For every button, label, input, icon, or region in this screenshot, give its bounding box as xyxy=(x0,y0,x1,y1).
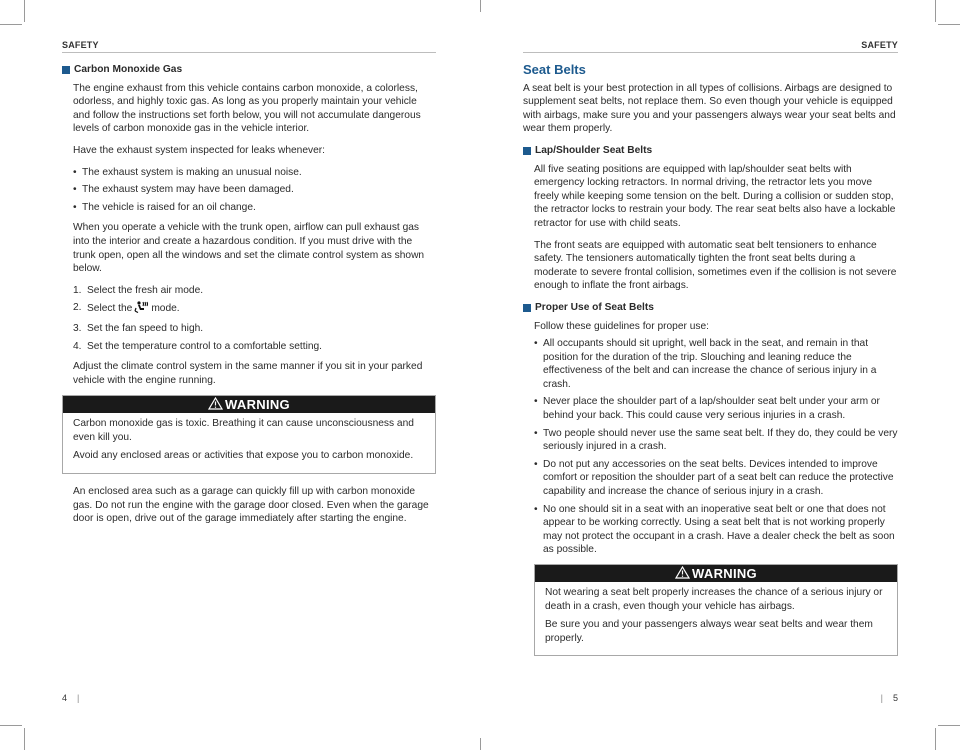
warning-label: WARNING xyxy=(692,566,757,581)
right-page xyxy=(480,0,960,750)
page-header: SAFETY xyxy=(62,40,99,50)
floor-defrost-mode-icon xyxy=(134,301,149,318)
page-number: 4 | xyxy=(62,693,80,703)
adjust-paragraph: Adjust the climate control system in the same manner if you sit in your parked vehicle with the engine running. xyxy=(73,361,423,386)
blue-square-icon xyxy=(62,66,70,74)
lap-paragraph: All five seating positions are equipped with lap/shoulder seat belts with emergency locking retractors. In normal driving, the retractor lets you move freely while keeping some tension on the belt. During a collision or sudden stop, the retractor locks to restrain your body. The rear seat belts also have a lockable retractor for use with child seats. xyxy=(534,163,896,229)
page-number: | 5 xyxy=(880,693,898,703)
proper-lead: Follow these guidelines for proper use: xyxy=(534,320,709,332)
step-text xyxy=(87,301,180,318)
list-item: • The vehicle is raised for an oil change. xyxy=(73,201,436,215)
list-item: • No one should sit in a seat with an inoperative seat belt or one that does not appear to be working correctly. Using a seat belt that is not working properly may not protect the occupant in a crash. Have a dealer check the belt as soon as possible. xyxy=(534,503,898,557)
trunk-paragraph: When you operate a vehicle with the trunk open, airflow can pull exhaust gas into the interior and create a hazardous condition. If you must drive with the trunk open, open all the windows and set the climate control system as shown below. xyxy=(73,222,425,275)
page-number-value: 5 xyxy=(892,693,898,703)
step-text: Set the temperature control to a comfortable setting. xyxy=(87,340,323,352)
right-content xyxy=(523,63,898,667)
list-item: • Never place the shoulder part of a lap/shoulder seat belt under your arm or behind your back. This could cause very serious injuries in a crash. xyxy=(534,395,898,422)
list-item xyxy=(73,322,436,336)
steps-list xyxy=(73,284,436,353)
section-heading xyxy=(523,301,898,315)
step-text: Set the fan speed to high. xyxy=(87,322,204,334)
page-header: SAFETY xyxy=(861,40,898,50)
warning-triangle-icon xyxy=(208,397,223,414)
warning-box xyxy=(534,564,898,656)
warning-label: WARNING xyxy=(225,397,290,413)
garage-paragraph: An enclosed area such as a garage can quickly fill up with carbon monoxide gas. Do not run the engine with the garage door closed. Even when the garage door is open, drive out of the garage immediately after starting the engine. xyxy=(73,486,429,525)
step-number: 2. xyxy=(73,302,82,314)
page-number-value: 4 xyxy=(62,693,68,703)
list-item: • Do not put any accessories on the seat belts. Devices intended to improve comfort or reposition the shoulder part of a seat belt can reduce the protective capability and increase the chance of serious injury in a crash. xyxy=(534,458,898,499)
blue-square-icon xyxy=(523,304,531,312)
warning-text: Be sure you and your passengers always wear seat belts and wear them properly. xyxy=(545,619,873,644)
section-heading xyxy=(62,63,436,77)
header-rule xyxy=(62,52,436,53)
list-item xyxy=(73,301,436,318)
list-item: • The exhaust system is making an unusual noise. xyxy=(73,166,436,180)
blue-square-icon xyxy=(523,147,531,155)
step-number: 1. xyxy=(73,284,82,296)
warning-text: Carbon monoxide gas is toxic. Breathing it can cause unconsciousness and even kill you. xyxy=(73,418,414,443)
list-item xyxy=(73,284,436,298)
warning-header xyxy=(63,396,435,413)
warning-triangle-icon xyxy=(675,566,690,583)
step-text-post: mode. xyxy=(151,303,180,315)
step-text: Select the fresh air mode. xyxy=(87,284,204,296)
warning-box xyxy=(62,395,436,474)
warning-header xyxy=(535,565,897,582)
warning-body xyxy=(535,582,897,655)
warning-text: Avoid any enclosed areas or activities that expose you to carbon monoxide. xyxy=(73,450,414,462)
inspect-list xyxy=(73,166,436,215)
intro-paragraph: A seat belt is your best protection in all types of collisions. Airbags are designed to supplement seat belts, not replace them. So even though your vehicle is equipped with airbags, make sure you and your passengers always wear your seat belts and wear them properly. xyxy=(523,82,896,135)
section-title: Carbon Monoxide Gas xyxy=(74,64,183,75)
step-number: 3. xyxy=(73,322,82,334)
list-item xyxy=(73,340,436,354)
list-item: • All occupants should sit upright, well back in the seat, and remain in that position for the duration of the trip. Slouching and leaning reduce the effectiveness of the belt and can increase the chance of serious injury in a crash. xyxy=(534,337,898,391)
inspect-lead: Have the exhaust system inspected for leaks whenever: xyxy=(73,144,325,156)
tensioner-paragraph: The front seats are equipped with automatic seat belt tensioners to enhance safety. The tensioners automatically tighten the front seat belts during a moderate to severe frontal collision, sometimes even if the collision is not severe enough to inflate the front airbags. xyxy=(534,239,897,292)
left-content xyxy=(62,63,436,534)
step-number: 4. xyxy=(73,340,82,352)
header-rule xyxy=(523,52,898,53)
section-heading xyxy=(523,144,898,158)
intro-paragraph: The engine exhaust from this vehicle contains carbon monoxide, a colorless, odorless, and highly toxic gas. As long as you properly maintain your vehicle and follow the instructions set forth below, you will not accumulate dangerous levels of carbon monoxide gas in the vehicle interior. xyxy=(73,82,421,135)
section-title: Lap/Shoulder Seat Belts xyxy=(535,144,653,156)
list-item: • Two people should never use the same seat belt. If they do, they could be very seriously injured in a crash. xyxy=(534,427,898,454)
warning-body xyxy=(63,413,435,473)
page-title: Seat Belts xyxy=(523,62,586,77)
step-text-pre: Select the xyxy=(87,303,133,315)
section-title: Proper Use of Seat Belts xyxy=(535,301,654,313)
proper-use-list xyxy=(534,337,898,557)
warning-text: Not wearing a seat belt properly increases the chance of a serious injury or death in a crash, even though your vehicle has airbags. xyxy=(545,587,883,612)
list-item: • The exhaust system may have been damaged. xyxy=(73,183,436,197)
